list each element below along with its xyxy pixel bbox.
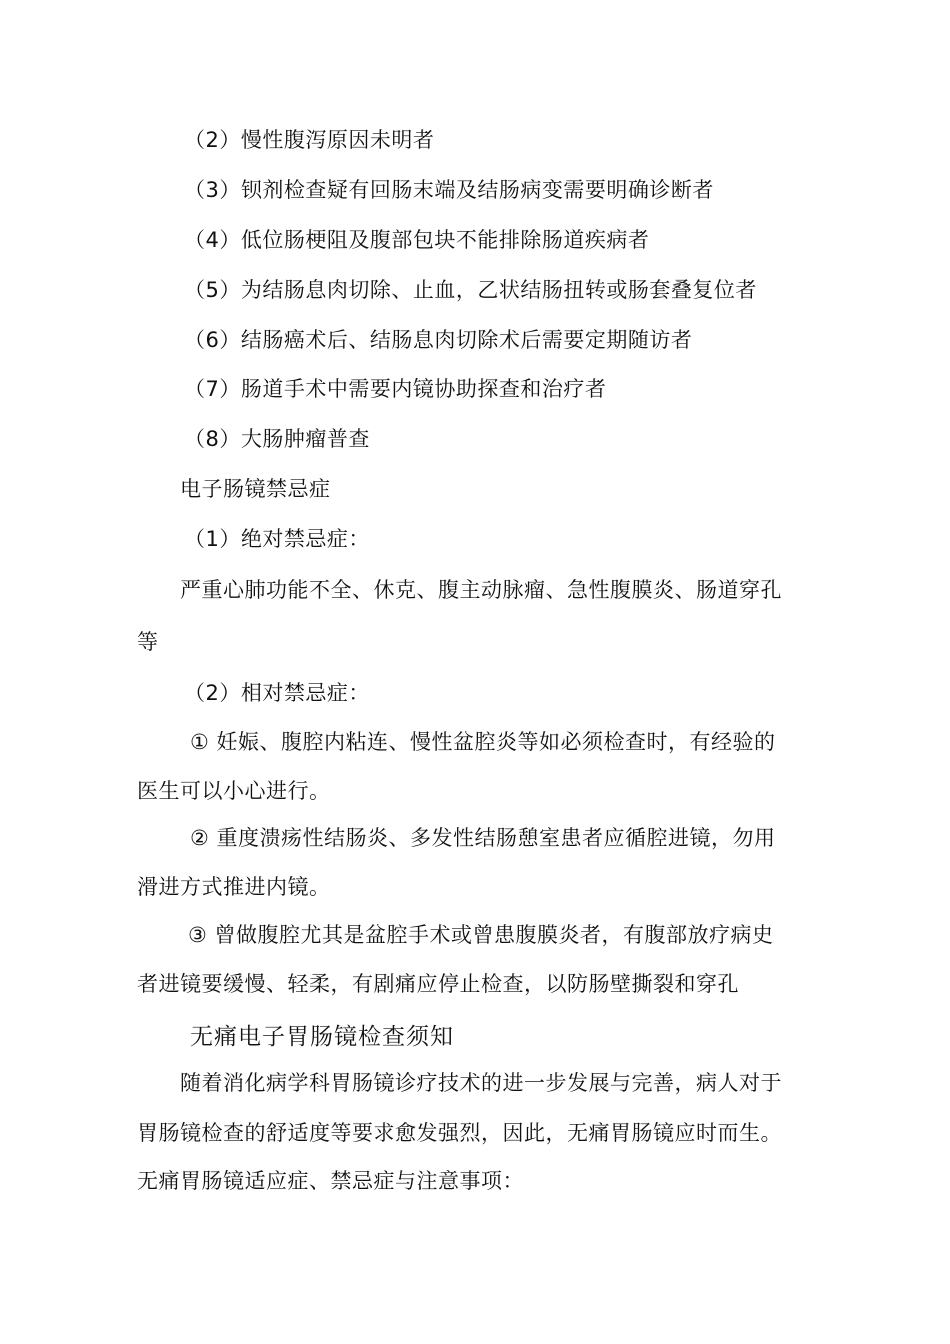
relative-item-2: ② 重度溃疡性结肠炎、多发性结肠憩室患者应循腔进镜，勿用 xyxy=(190,826,776,850)
relative-item-1-cont: 医生可以小心进行。 xyxy=(137,779,331,803)
relative-item-3-cont: 者进镜要缓慢、轻柔，有剧痛应停止检查，以防肠壁撕裂和穿孔 xyxy=(137,972,739,996)
indication-item-6: （6）结肠癌术后、结肠息肉切除术后需要定期随访者 xyxy=(184,328,693,352)
absolute-contraindications-text-cont: 等 xyxy=(137,630,159,654)
relative-item-2-cont: 滑进方式推进内镜。 xyxy=(137,875,331,899)
indication-item-7: （7）肠道手术中需要内镜协助探查和治疗者 xyxy=(184,377,607,401)
relative-item-1: ① 妊娠、腹腔内粘连、慢性盆腔炎等如必须检查时，有经验的 xyxy=(190,730,776,754)
absolute-contraindications-label: （1）绝对禁忌症： xyxy=(184,527,370,551)
intro-paragraph-end: 无痛胃肠镜适应症、禁忌症与注意事项： xyxy=(137,1169,524,1193)
indication-item-4: （4）低位肠梗阻及腹部包块不能排除肠道疾病者 xyxy=(184,228,650,252)
relative-item-3: ③ 曾做腹腔尤其是盆腔手术或曾患腹膜炎者，有腹部放疗病史 xyxy=(188,923,774,947)
section-heading: 无痛电子胃肠镜检查须知 xyxy=(190,1024,454,1050)
indication-item-5: （5）为结肠息肉切除、止血，乙状结肠扭转或肠套叠复位者 xyxy=(184,278,757,302)
relative-contraindications-label: （2）相对禁忌症： xyxy=(184,681,370,705)
intro-paragraph: 随着消化病学科胃肠镜诊疗技术的进一步发展与完善，病人对于 xyxy=(180,1071,782,1095)
contraindications-title: 电子肠镜禁忌症 xyxy=(180,477,331,501)
intro-paragraph-cont: 胃肠镜检查的舒适度等要求愈发强烈，因此，无痛胃肠镜应时而生。 xyxy=(137,1121,782,1145)
indication-item-3: （3）钡剂检查疑有回肠末端及结肠病变需要明确诊断者 xyxy=(184,178,714,202)
absolute-contraindications-text: 严重心肺功能不全、休克、腹主动脉瘤、急性腹膜炎、肠道穿孔 xyxy=(180,578,782,602)
indication-item-2: （2）慢性腹泻原因未明者 xyxy=(184,128,435,152)
indication-item-8: （8）大肠肿瘤普查 xyxy=(184,427,370,451)
